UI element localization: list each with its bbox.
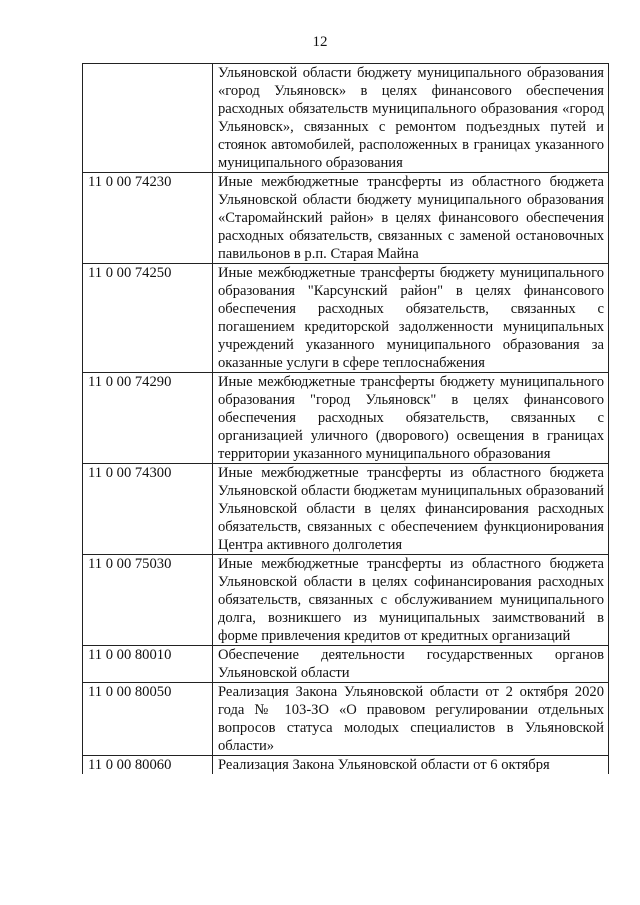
table-row: [83, 373, 609, 464]
table-row: [83, 173, 609, 264]
row-code: 11 0 00 80060: [83, 756, 213, 775]
row-description: Реализация Закона Ульяновской области от 2 октября 2020 года № 103-ЗО «О правовом регулировании отдельных вопросов статуса молодых специалистов в Ульяновской области»: [213, 683, 609, 756]
row-description: Иные межбюджетные трансферты из областного бюджета Ульяновской области бюджету муниципального образования «Старомайнский район» в целях финансового обеспечения расходных обязательств, связанных с заменой остановочных павильонов в р.п. Старая Майна: [213, 173, 609, 264]
table-row: [83, 264, 609, 373]
row-code: 11 0 00 74300: [83, 464, 213, 555]
row-code: 11 0 00 74250: [83, 264, 213, 373]
table-row: [83, 756, 609, 775]
row-description: Иные межбюджетные трансферты бюджету муниципального образования "город Ульяновск" в целях финансового обеспечения расходных обязательств, связанных с организацией уличного (дворового) освещения в границах территории указанного муниципального образования: [213, 373, 609, 464]
row-code: [83, 64, 213, 173]
table-row: [83, 646, 609, 683]
row-code: 11 0 00 80010: [83, 646, 213, 683]
row-description: Реализация Закона Ульяновской области от 6 октября: [213, 756, 609, 775]
row-description: Иные межбюджетные трансферты бюджету муниципального образования "Карсунский район" в целях финансового обеспечения расходных обязательств, связанных с погашением кредиторской задолженности муниципальных учреждений указанного муниципального образования за оказанные услуги в сфере теплоснабжения: [213, 264, 609, 373]
table-row: [83, 683, 609, 756]
row-description: Иные межбюджетные трансферты из областного бюджета Ульяновской области в целях софинансирования расходных обязательств, связанных с обслуживанием муниципального долга, возникшего из муниципальных заимствований в форме привлечения кредитов от кредитных организаций: [213, 555, 609, 646]
row-description: Обеспечение деятельности государственных органов Ульяновской области: [213, 646, 609, 683]
row-code: 11 0 00 74230: [83, 173, 213, 264]
row-code: 11 0 00 75030: [83, 555, 213, 646]
page-number: 12: [312, 34, 328, 50]
budget-classification-table: [82, 63, 609, 774]
table-row: [83, 464, 609, 555]
row-description: Ульяновской области бюджету муниципального образования «город Ульяновск» в целях финансового обеспечения расходных обязательств муниципального образования «город Ульяновск», связанных с ремонтом подъездных путей и стоянок автомобилей, расположенных в границах указанного муниципального образования: [213, 64, 609, 173]
row-code: 11 0 00 80050: [83, 683, 213, 756]
table-row: [83, 555, 609, 646]
row-code: 11 0 00 74290: [83, 373, 213, 464]
table-row: [83, 64, 609, 173]
row-description: Иные межбюджетные трансферты из областного бюджета Ульяновской области бюджетам муниципальных образований Ульяновской области в целях финансирования расходных обязательств, связанных с обеспечением функционирования Центра активного долголетия: [213, 464, 609, 555]
